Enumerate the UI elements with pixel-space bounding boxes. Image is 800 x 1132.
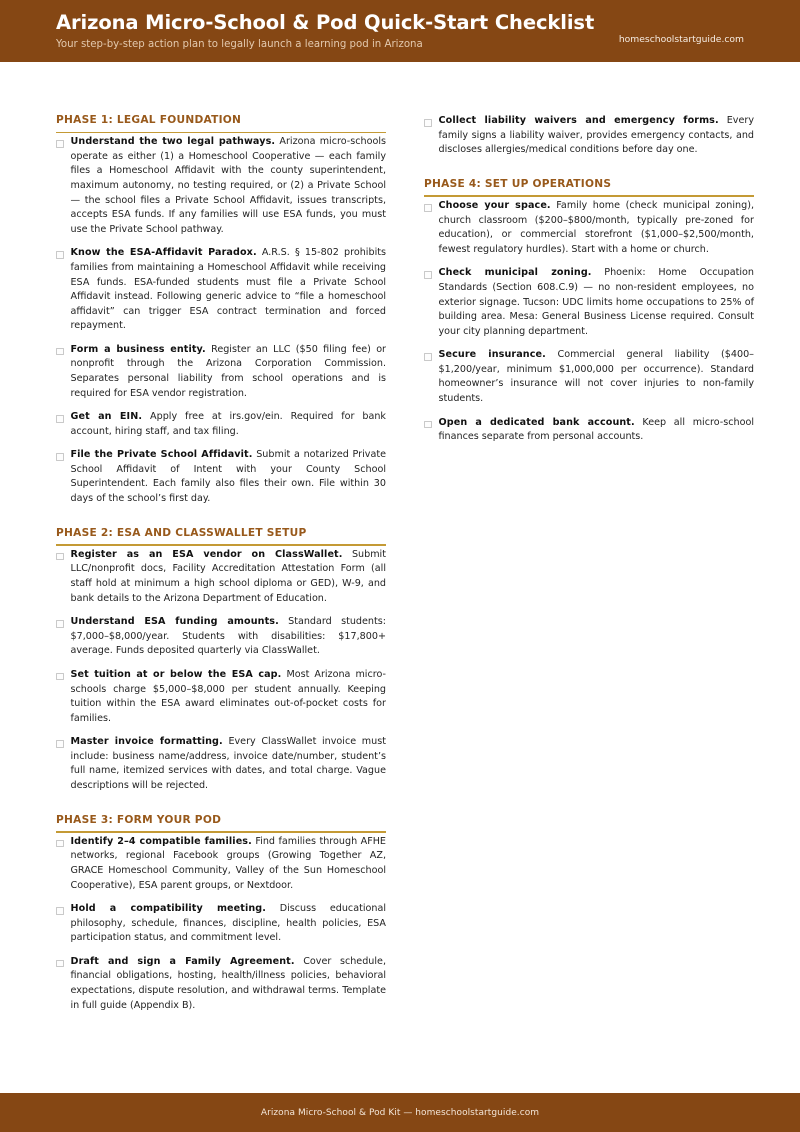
checklist-item-title: File the Private School Affidavit. [70, 449, 253, 461]
checklist-item-body [71, 246, 387, 333]
right-column [424, 114, 754, 1062]
checkbox-icon[interactable] [56, 415, 64, 423]
checklist-item[interactable] [56, 410, 386, 439]
footer-text: Arizona Micro-School & Pod Kit — homeschoolstartguide.com [260, 1107, 540, 1118]
phase-divider [56, 544, 386, 546]
checklist-item-description: Standard students: $7,000–$8,000/year. Students with disabilities: $17,800+ average. Funds deposited quarterly via ClassWallet. [70, 616, 386, 657]
checklist-item-title: Understand ESA funding amounts. [70, 616, 279, 628]
checklist-item-title: Understand the two legal pathways. [70, 136, 276, 148]
phase-section [56, 114, 386, 507]
checklist-item-description: Family home (check municipal zoning), church classroom ($200–$800/month, typically pre-zoned for education), or commercial storefront ($1,000–$2,500/month, fewest regulatory hurdles). Start with a home or church. [438, 200, 754, 255]
checkbox-icon[interactable] [56, 673, 64, 681]
checklist-item-body [439, 348, 755, 406]
checkbox-icon[interactable] [424, 421, 432, 429]
checklist-item-body [71, 410, 387, 439]
checklist-item-title: Identify 2–4 compatible families. [70, 835, 252, 847]
phase-section [56, 814, 386, 1014]
checklist-item-body [439, 114, 755, 158]
phase-divider [424, 195, 754, 197]
checklist-item-body [439, 266, 755, 339]
checkbox-icon[interactable] [424, 119, 432, 127]
checklist-item-body [71, 135, 387, 237]
checklist-item-body [71, 448, 387, 506]
checklist-item-body [71, 343, 387, 401]
checklist-item-description: Phoenix: Home Occupation Standards (Section 608.C.9) — no non-resident employees, no exterior signage. Tucson: UDC limits home occupations to 25% of building area. Mesa: General Business License required. Consult your city planning department. [438, 267, 754, 337]
site-url: homeschoolstartguide.com [618, 34, 744, 45]
checklist-item[interactable] [56, 955, 386, 1013]
checklist-item-title: Draft and sign a Family Agreement. [70, 955, 295, 967]
checklist-item-body [71, 548, 387, 606]
checklist-item-title: Hold a compatibility meeting. [70, 903, 266, 915]
checklist-item[interactable] [56, 902, 386, 946]
checklist-item-title: Secure insurance. [438, 349, 546, 361]
checklist-item-title: Master invoice formatting. [70, 736, 223, 748]
checkbox-icon[interactable] [56, 453, 64, 461]
checklist-item-description: Submit LLC/nonprofit docs, Facility Accreditation Attestation Form (all staff hold at minimum a high school diploma or GED), W-9, and bank details to the Arizona Department of Education. [70, 548, 386, 604]
checkbox-icon[interactable] [56, 348, 64, 356]
checklist-item-title: Form a business entity. [70, 343, 206, 355]
checklist-item-title: Open a dedicated bank account. [438, 416, 635, 428]
checklist-item-body [71, 835, 387, 893]
checklist-item-description: Discuss educational philosophy, schedule, finances, discipline, health policies, ESA participation status, and commitment level. [70, 903, 386, 944]
checkbox-icon[interactable] [424, 271, 432, 279]
checklist-item-description: Most Arizona micro-schools charge $5,000–$8,000 per student annually. Keeping tuition within the ESA award eliminates out-of-pocket costs for families. [70, 668, 386, 724]
checklist-item-title: Set tuition at or below the ESA cap. [70, 668, 282, 680]
checklist-item[interactable] [424, 348, 754, 406]
checklist-item-description: Find families through AFHE networks, regional Facebook groups (Growing Together AZ, GRACE Homeschool Community, Valley of the Sun Homeschool Cooperative), ESA parent groups, or Nextdoor. [70, 835, 386, 891]
checkbox-icon[interactable] [56, 840, 64, 848]
checklist-item[interactable] [424, 416, 754, 445]
checklist-item-description: Every family signs a liability waiver, provides emergency contacts, and discloses allergies/medical conditions before day one. [438, 115, 754, 156]
phase-heading: PHASE 4: SET UP OPERATIONS [424, 177, 612, 190]
checklist-item[interactable] [56, 835, 386, 893]
checklist-item-description: A.R.S. § 15-802 prohibits families from maintaining a Homeschool Affidavit while receiving ESA funds. ESA-funded students must file a Private School Affidavit instead. Following generic advice to “file a homeschool affidavit” can trigger ESA contract termination and forced repayment. [70, 247, 386, 332]
checklist-item-title: Register as an ESA vendor on ClassWallet. [70, 548, 343, 560]
checkbox-icon[interactable] [56, 960, 64, 968]
checklist-item-description: Commercial general liability ($400–$1,200/year, minimum $1,000,000 per occurrence). Standard homeowner’s insurance will not cover injuries to non-family students. [438, 349, 754, 404]
checklist-item-title: Know the ESA-Affidavit Paradox. [70, 247, 257, 259]
checkbox-icon[interactable] [56, 553, 64, 561]
page-title: Arizona Micro-School & Pod Quick-Start Checklist [56, 11, 595, 35]
checklist-item[interactable] [424, 266, 754, 339]
checklist-item[interactable] [56, 343, 386, 401]
checkbox-icon[interactable] [56, 740, 64, 748]
checkbox-icon[interactable] [56, 907, 64, 915]
header-text-block [56, 12, 594, 50]
checklist-item-body [71, 615, 387, 659]
checkbox-icon[interactable] [56, 251, 64, 259]
checklist-item-title: Collect liability waivers and emergency forms. [438, 115, 719, 126]
checklist-item-description: Keep all micro-school finances separate from personal accounts. [438, 416, 754, 443]
checkbox-icon[interactable] [424, 204, 432, 212]
left-column [56, 114, 386, 1062]
phase-heading: PHASE 1: LEGAL FOUNDATION [56, 114, 242, 126]
checklist-item[interactable] [56, 615, 386, 659]
checklist-item-description: Apply free at irs.gov/ein. Required for bank account, hiring staff, and tax filing. [70, 411, 386, 437]
phase-heading: PHASE 2: ESA AND CLASSWALLET SETUP [56, 526, 307, 539]
checklist-item-title: Get an EIN. [70, 411, 143, 423]
checklist-item[interactable] [424, 199, 754, 257]
checklist-item[interactable] [56, 668, 386, 726]
checklist-item[interactable] [56, 246, 386, 333]
checklist-item-description: Submit a notarized Private School Affidavit of Intent with your County School Superintendent. Each family also files their own. File within 30 days of the school’s first day. [70, 449, 386, 505]
checklist-item-body [439, 199, 755, 257]
checklist-item[interactable] [56, 448, 386, 506]
checklist-content [0, 62, 800, 1062]
checkbox-icon[interactable] [424, 353, 432, 361]
checkbox-icon[interactable] [56, 140, 64, 148]
page-header [0, 0, 800, 62]
phase-section [424, 114, 754, 158]
checklist-item-body [71, 902, 387, 946]
phase-divider [56, 831, 386, 833]
checklist-item-description: Every ClassWallet invoice must include: business name/address, invoice date/number, student’s full name, itemized services with dates, and total charge. Vague descriptions will be rejected. [70, 736, 386, 791]
phase-section [56, 527, 386, 794]
phase-divider [56, 132, 386, 134]
checklist-item-body [71, 668, 387, 726]
checklist-item-description: Cover schedule, financial obligations, hosting, health/illness policies, behavioral expectations, dispute resolution, and withdrawal terms. Template in full guide (Appendix B). [70, 955, 386, 1011]
checklist-item-title: Choose your space. [438, 200, 551, 212]
checklist-item[interactable] [56, 548, 386, 606]
phase-heading: PHASE 3: FORM YOUR POD [56, 813, 222, 826]
checklist-item[interactable] [56, 735, 386, 793]
checklist-item-body [71, 955, 387, 1013]
page-footer [0, 1093, 800, 1132]
checklist-item[interactable] [56, 135, 386, 237]
checklist-item[interactable] [424, 114, 754, 158]
phase-section [424, 178, 754, 445]
page-subtitle: Your step-by-step action plan to legally launch a learning pod in Arizona [56, 38, 423, 50]
checkbox-icon[interactable] [56, 620, 64, 628]
checklist-item-description: Register an LLC ($50 filing fee) or nonprofit through the Arizona Corporation Commission. Separates personal liability from school operations and is required for ESA vendor registration. [70, 343, 387, 399]
checklist-item-body [71, 735, 387, 793]
checklist-item-description: Arizona micro-schools operate as either (1) a Homeschool Cooperative — each family files a Homeschool Affidavit with the county superintendent, maximum autonomy, no testing required, or (2) a Private School — the school files a Private School Affidavit, issues transcripts, accepts ESA funds. If any families will use ESA funds, you must use the Private School pathway. [70, 136, 386, 235]
checklist-item-body [439, 416, 755, 445]
checklist-item-title: Check municipal zoning. [438, 267, 592, 279]
